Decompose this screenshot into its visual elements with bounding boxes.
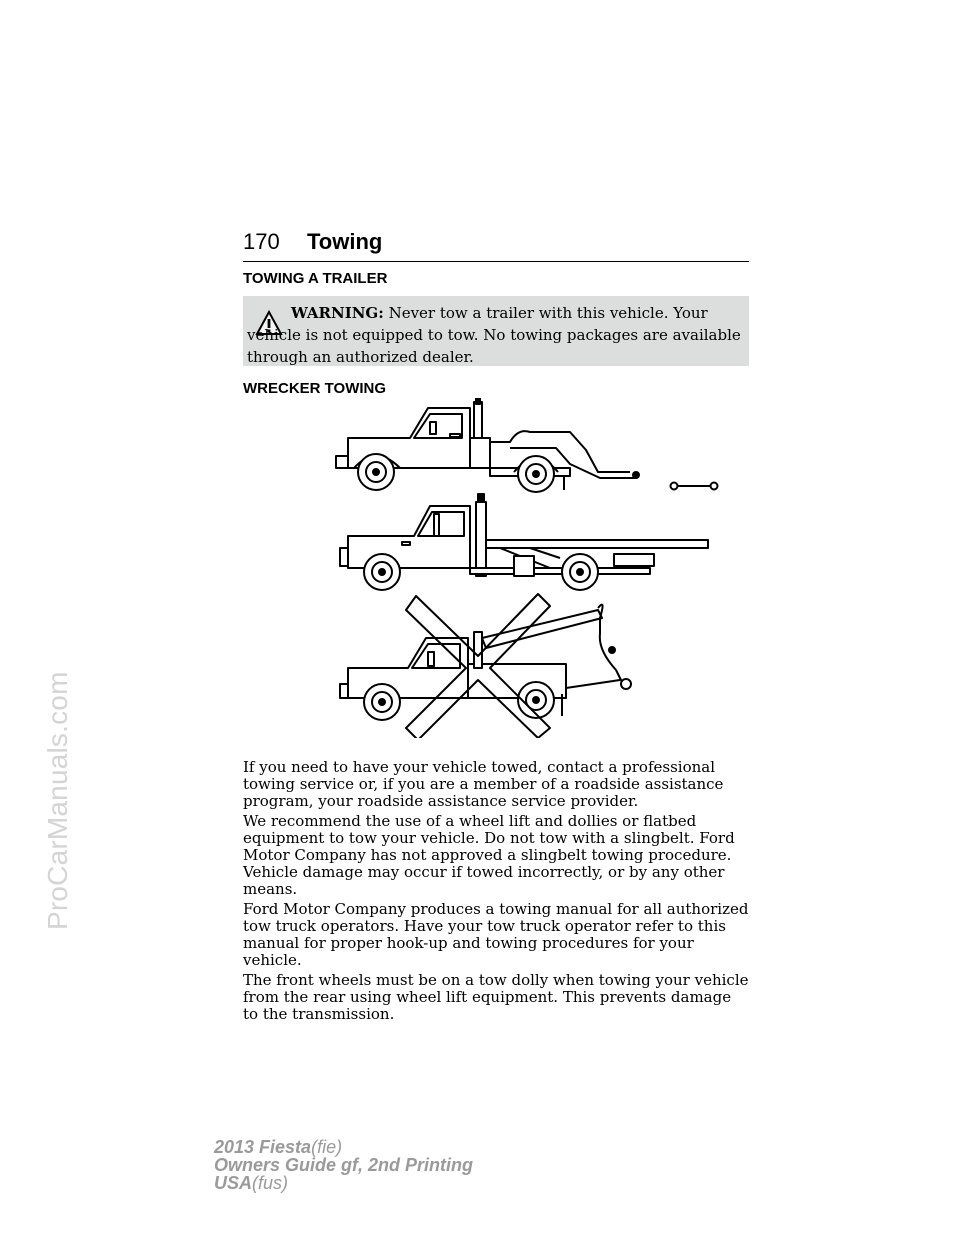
page-number: 170: [243, 229, 280, 254]
footer-model: 2013 Fiesta: [214, 1137, 312, 1157]
footer-market: USA: [214, 1173, 253, 1193]
paragraph: The front wheels must be on a tow dolly when towing your vehicle from the rear using wheel lift equipment. This prevents damage to the transmission.: [243, 971, 749, 1023]
watermark: [0, 0, 73, 1242]
paragraph: If you need to have your vehicle towed, contact a professional towing service or, if you are a member of a roadside assistance program, your roadside assistance service provider.: [243, 758, 724, 810]
footer-model-code: (fie): [311, 1137, 343, 1157]
section-heading-wrecker-towing: WRECKER TOWING: [243, 380, 387, 397]
footer-line-1: [214, 1138, 473, 1156]
paragraph: Ford Motor Company produces a towing manual for all authorized tow truck operators. Have your tow truck operator refer to this manual for proper hook-up and towing procedures for your vehicle.: [243, 900, 749, 969]
towing-methods-figure: [330, 398, 730, 738]
footer: [214, 1138, 473, 1192]
footer-market-code: (fus): [252, 1173, 289, 1193]
body-text: [243, 759, 749, 1026]
paragraph: We recommend the use of a wheel lift and dollies or flatbed equipment to tow your vehicle. Do not tow with a slingbelt. Ford Motor Company has not approved a slingbelt towing procedure. Vehicle damage may occur if towed incorrectly, or by any other means.: [243, 812, 735, 898]
page-header: [243, 229, 749, 262]
wheel-lift-tow-truck-icon: [336, 398, 718, 492]
warning-label: WARNING:: [291, 304, 384, 322]
footer-line-3: [214, 1174, 473, 1192]
warning-text: [247, 302, 743, 368]
slingbelt-tow-truck-prohibited-icon: [340, 594, 631, 738]
warning-body: Never tow a trailer with this vehicle. Your vehicle is not equipped to tow. No towing packages are available through an authorized dealer.: [247, 304, 741, 366]
footer-line-2: Owners Guide gf, 2nd Printing: [214, 1155, 474, 1175]
warning-box: [243, 296, 749, 366]
chapter-title: Towing: [307, 229, 383, 254]
section-heading-towing-trailer: TOWING A TRAILER: [243, 270, 388, 287]
flatbed-tow-truck-icon: [340, 494, 708, 590]
watermark-text: ProCarManuals.com: [42, 671, 73, 930]
